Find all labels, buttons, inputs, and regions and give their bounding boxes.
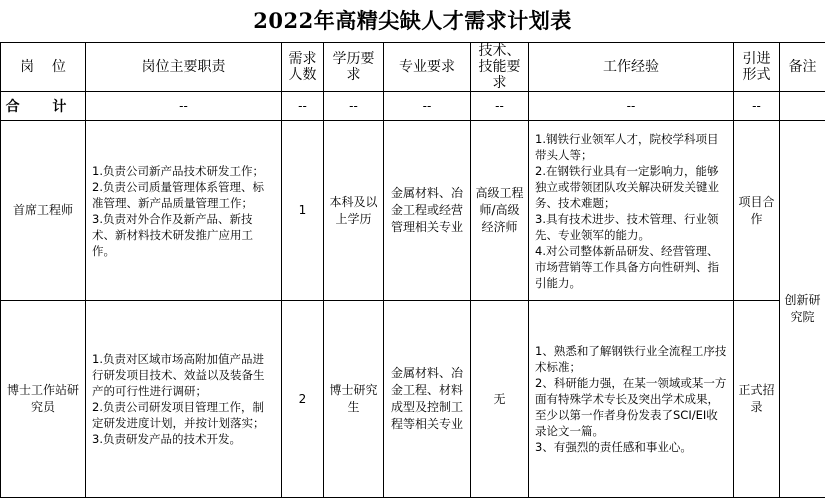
duty-item: 3.负责研发产品的技术开发。 bbox=[92, 431, 275, 447]
header-remark: 备注 bbox=[780, 43, 825, 92]
header-education: 学历要求 bbox=[324, 43, 384, 92]
total-experience: -- bbox=[529, 92, 734, 121]
total-skill: -- bbox=[471, 92, 529, 121]
row-position: 首席工程师 bbox=[1, 121, 86, 301]
total-form: -- bbox=[734, 92, 780, 121]
experience-item: 1.钢铁行业领军人才，院校学科项目带头人等； bbox=[535, 131, 727, 163]
duty-item: 1.负责公司新产品技术研发工作； bbox=[92, 163, 275, 179]
row-duties bbox=[86, 121, 282, 301]
duty-item: 2.负责公司研发项目管理工作，制定研发进度计划，并按计划落实； bbox=[92, 399, 275, 431]
row-experience bbox=[529, 301, 734, 498]
experience-item: 3.具有技术进步、技术管理、行业领先、专业领军的能力。 bbox=[535, 211, 727, 243]
duty-item: 1.负责对区域市场高附加值产品进行研发项目技术、效益以及装备生产的可行性进行调研； bbox=[92, 351, 275, 399]
page-title: 2022年高精尖缺人才需求计划表 bbox=[0, 0, 825, 42]
experience-item: 3、有强烈的责任感和事业心。 bbox=[535, 439, 727, 455]
header-count: 需求人数 bbox=[282, 43, 324, 92]
total-remark bbox=[780, 92, 825, 121]
total-count: -- bbox=[282, 92, 324, 121]
header-row bbox=[1, 43, 825, 92]
total-row bbox=[1, 92, 825, 121]
talent-demand-table bbox=[0, 42, 825, 498]
experience-item: 4.对公司整体新品研发、经营管理、市场营销等工作具备方向性研判、指引能力。 bbox=[535, 243, 727, 291]
duty-item: 3.负责对外合作及新产品、新技术、新材料技术研发推广应用工作。 bbox=[92, 211, 275, 259]
experience-item: 1、熟悉和了解钢铁行业全流程工序技术标准； bbox=[535, 343, 727, 375]
experience-item: 2.在钢铁行业具有一定影响力，能够独立或带领团队攻关解决研发关键业务、技术难题； bbox=[535, 163, 727, 211]
header-major: 专业要求 bbox=[384, 43, 471, 92]
row-skill: 高级工程师/高级经济师 bbox=[471, 121, 529, 301]
table-row bbox=[1, 121, 825, 301]
row-position: 博士工作站研究员 bbox=[1, 301, 86, 498]
row-count: 2 bbox=[282, 301, 324, 498]
experience-item: 2、科研能力强，在某一领域或某一方面有特殊学术专长及突出学术成果，至少以第一作者身份发表了SCI/EI收录论文一篇。 bbox=[535, 375, 727, 439]
row-duties bbox=[86, 301, 282, 498]
header-position: 岗 位 bbox=[1, 43, 86, 92]
row-form: 项目合作 bbox=[734, 121, 780, 301]
duty-item: 2.负责公司质量管理体系管理、标准管理、新产品质量管理工作； bbox=[92, 179, 275, 211]
row-education: 博士研究生 bbox=[324, 301, 384, 498]
row-remark: 创新研究院 bbox=[780, 121, 825, 498]
header-form: 引进形式 bbox=[734, 43, 780, 92]
row-form: 正式招录 bbox=[734, 301, 780, 498]
row-major: 金属材料、冶金工程或经营管理相关专业 bbox=[384, 121, 471, 301]
row-major: 金属材料、冶金工程、材料成型及控制工程等相关专业 bbox=[384, 301, 471, 498]
row-skill: 无 bbox=[471, 301, 529, 498]
total-duties: -- bbox=[86, 92, 282, 121]
row-count: 1 bbox=[282, 121, 324, 301]
total-major: -- bbox=[384, 92, 471, 121]
header-duties: 岗位主要职责 bbox=[86, 43, 282, 92]
total-label: 合 计 bbox=[1, 92, 86, 121]
header-experience: 工作经验 bbox=[529, 43, 734, 92]
total-education: -- bbox=[324, 92, 384, 121]
row-experience bbox=[529, 121, 734, 301]
row-education: 本科及以上学历 bbox=[324, 121, 384, 301]
table-row bbox=[1, 301, 825, 498]
header-skill: 技术、技能要求 bbox=[471, 43, 529, 92]
